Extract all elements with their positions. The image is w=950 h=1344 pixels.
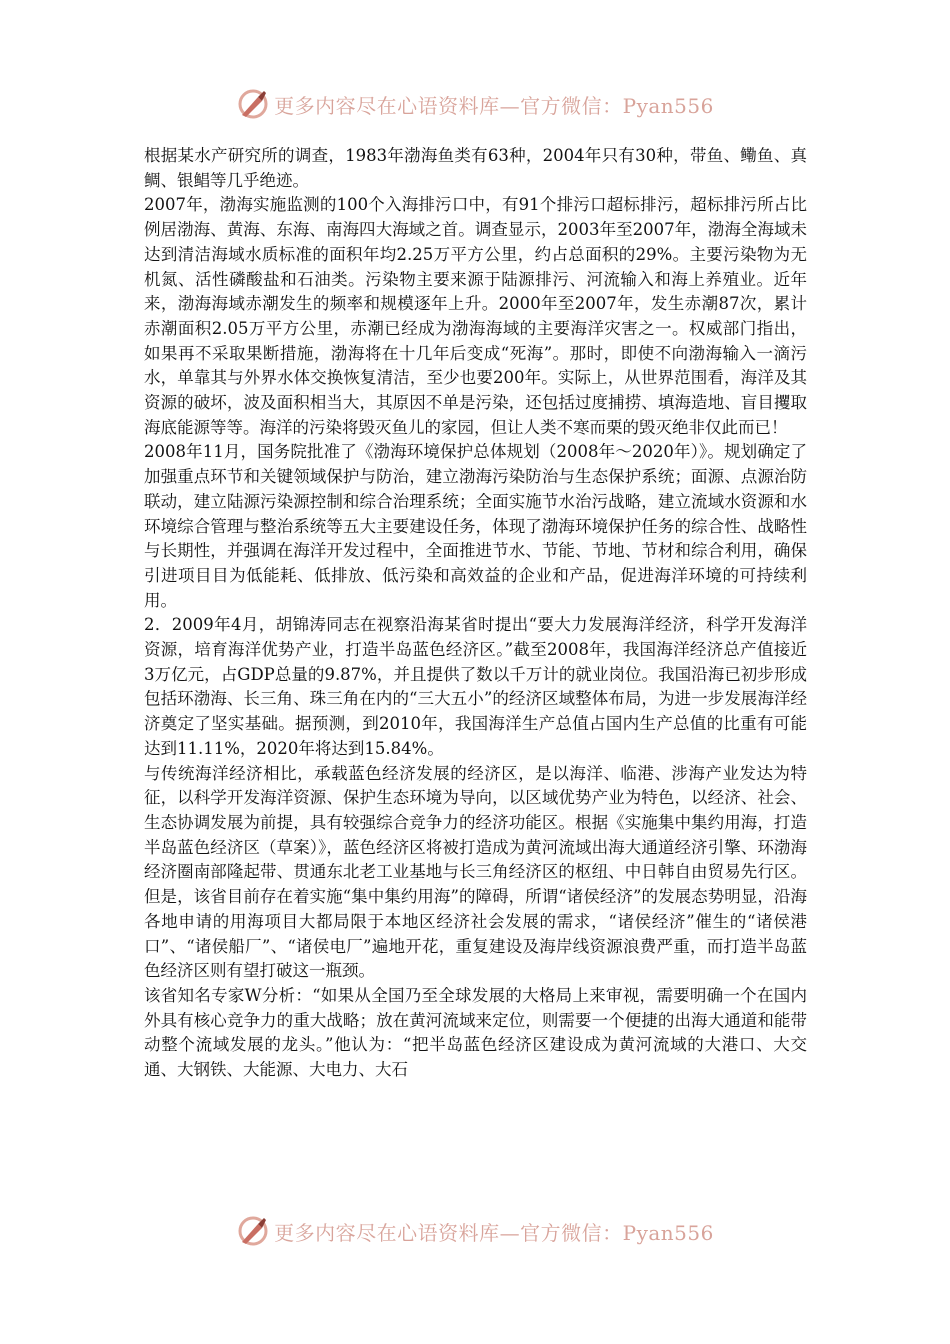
watermark-banner-bottom [0, 1211, 950, 1251]
watermark-banner-top [0, 84, 950, 124]
pen-logo-icon [236, 1214, 270, 1248]
document-body [144, 144, 807, 1083]
paragraph: 2008年11月，国务院批准了《渤海环境保护总体规划（2008年～2020年）》。规划确定了加强重点环节和关键领域保护与防治，建立渤海污染防治与生态保护系统；面源、点源治防联动，建立陆源污染源控制和综合治理系统；全面实施节水治污战略，建立流域水资源和水环境综合管理与整治系统等五大主要建设任务，体现了渤海环境保护任务的综合性、战略性与长期性，并强调在海洋开发过程中，全面推进节水、节能、节地、节材和综合利用，确保引进项目目为低能耗、低排放、低污染和高效益的企业和产品，促进海洋环境的可持续利用。 [144, 442, 807, 610]
pen-logo-icon [236, 87, 270, 121]
paragraph: 2007年，渤海实施监测的100个入海排污口中，有91个排污口超标排污，超标排污所占比例居渤海、黄海、东海、南海四大海域之首。调查显示，2003年至2007年，渤海全海域未达到清洁海域水质标准的面积年均2.25万平方公里，约占总面积的29%。主要污染物为无机氮、活性磷酸盐和石油类。污染物主要来源于陆源排污、河流输入和海上养殖业。近年来，渤海海域赤潮发生的频率和规模逐年上升。2000年至2007年，发生赤潮87次，累计赤潮面积2.05万平方公里，赤潮已经成为渤海海域的主要海洋灾害之一。权威部门指出，如果再不采取果断措施，渤海将在十几年后变成“死海”。那时，即使不向渤海输入一滴污水，单靠其与外界水体交换恢复清洁，至少也要200年。实际上，从世界范围看，海洋及其资源的破坏，波及面积相当大，其原因不单是污染，还包括过度捕捞、填海造地、盲目攫取海底能源等等。海洋的污染将毁灭鱼儿的家园，但让人类不寒而栗的毁灭绝非仅此而已！ [144, 195, 807, 437]
paragraph: 该省知名专家W分析：“如果从全国乃至全球发展的大格局上来审视，需要明确一个在国内外具有核心竞争力的重大战略；放在黄河流域来定位，则需要一个便捷的出海大通道和能带动整个流域发展的龙头。”他认为：“把半岛蓝色经济区建设成为黄河流域的大港口、大交通、大钢铁、大能源、大电力、大石 [144, 985, 807, 1080]
watermark-text: 更多内容尽在心语资料库—官方微信：Pyan556 [274, 93, 714, 118]
paragraph: 根据某水产研究所的调查，1983年渤海鱼类有63种，2004年只有30种，带鱼、鳓鱼、真鲷、银鲳等几乎绝迹。 [144, 146, 807, 190]
paragraph: 2．2009年4月，胡锦涛同志在视察沿海某省时提出“要大力发展海洋经济，科学开发海洋资源，培育海洋优势产业，打造半岛蓝色经济区。”截至2008年，我国海洋经济总产值接近3万亿元，占GDP总量的9.87%，并且提供了数以千万计的就业岗位。我国沿海已初步形成包括环渤海、长三角、珠三角在内的“三大五小”的经济区域整体布局，为进一步发展海洋经济奠定了坚实基础。据预测，到2010年，我国海洋生产总值占国内生产总值的比重有可能达到11.11%，2020年将达到15.84%。 [144, 615, 807, 758]
paragraph: 与传统海洋经济相比，承载蓝色经济发展的经济区，是以海洋、临港、涉海产业发达为特征，以科学开发海洋资源、保护生态环境为导向，以区域优势产业为特色，以经济、社会、生态协调发展为前提，具有较强综合竞争力的经济功能区。根据《实施集中集约用海，打造半岛蓝色经济区（草案）》，蓝色经济区将被打造成为黄河流域出海大通道经济引擎、环渤海经济圈南部隆起带、贯通东北老工业基地与长三角经济区的枢纽、中日韩自由贸易先行区。但是，该省目前存在着实施“集中集约用海”的障碍，所谓“诸侯经济”的发展态势明显，沿海各地申请的用海项目大都局限于本地区经济社会发展的需求，“诸侯经济”催生的“诸侯港口”、“诸侯船厂”、“诸侯电厂”遍地开花，重复建设及海岸线资源浪费严重，而打造半岛蓝色经济区则有望打破这一瓶颈。 [144, 763, 807, 981]
watermark-text: 更多内容尽在心语资料库—官方微信：Pyan556 [274, 1220, 714, 1245]
